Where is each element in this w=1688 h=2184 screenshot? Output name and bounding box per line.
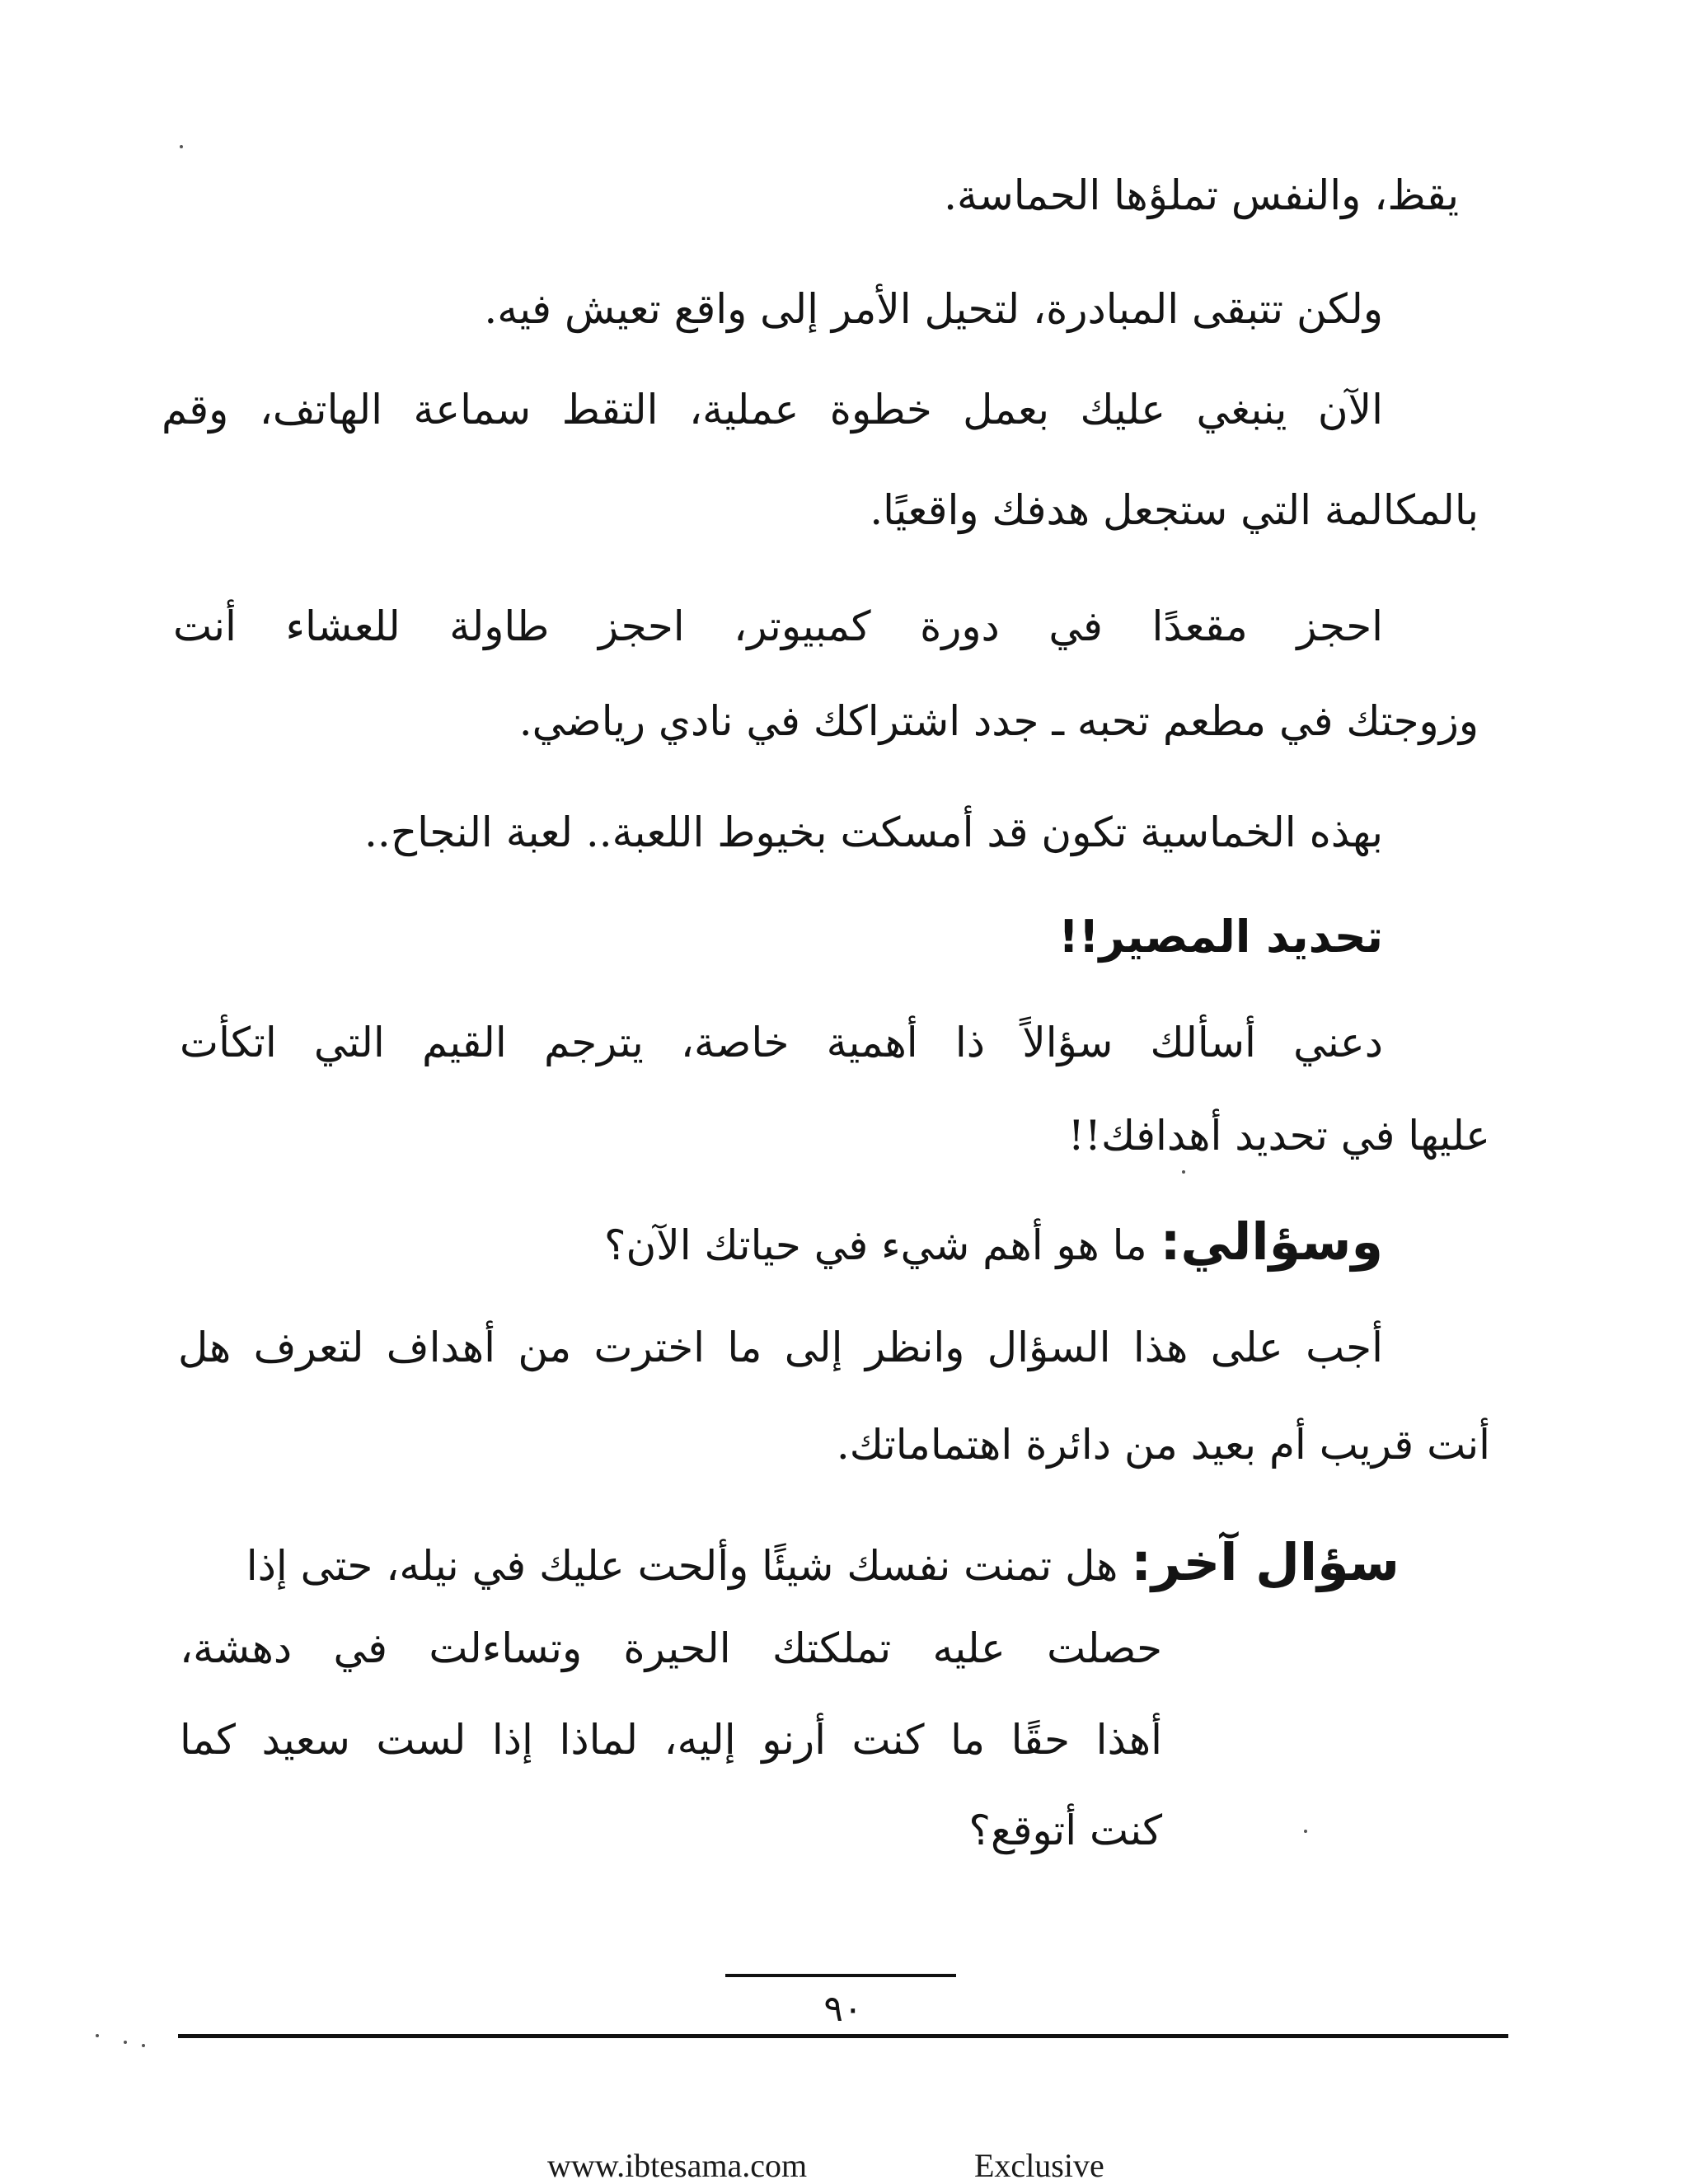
text-line: حصلت عليه تملكتك الحيرة وتساءلت في دهشة، (180, 1624, 1162, 1672)
text-line: بهذه الخماسية تكون قد أمسكت بخيوط اللعبة.. لعبة النجاح.. (364, 808, 1383, 856)
text-line: احجز مقعدًا في دورة كمبيوتر، احجز طاولة للعشاء أنت (173, 602, 1383, 650)
text-line: أهذا حقًا ما كنت أرنو إليه، لماذا إذا لست سعيد كما (180, 1716, 1162, 1764)
scan-speck (96, 2034, 99, 2037)
question-text: ما هو أهم شيء في حياتك الآن؟ (603, 1221, 1160, 1269)
scan-speck (124, 2041, 127, 2044)
section-heading: تحديد المصير!! (1058, 911, 1383, 963)
text-line: أجب على هذا السؤال وانظر إلى ما اخترت من أهداف لتعرف هل (178, 1324, 1383, 1371)
text-line: عليها في تحديد أهدافك!! (1067, 1112, 1490, 1160)
scan-speck (1304, 1830, 1307, 1833)
text-line: وزوجتك في مطعم تحبه ـ جدد اشتراكك في نادي رياضي. (518, 697, 1479, 745)
scan-speck (1182, 1170, 1185, 1174)
page-number-rule (725, 1974, 956, 1977)
footer-tag: Exclusive (974, 2147, 1104, 2184)
footer-website: www.ibtesama.com (547, 2147, 808, 2184)
question-line (603, 1212, 1383, 1272)
question-label: سؤال آخر: (1131, 1532, 1400, 1592)
text-line: كنت أتوقع؟ (968, 1807, 1162, 1854)
question-label: وسؤالي: (1160, 1212, 1383, 1272)
text-line: أنت قريب أم بعيد من دائرة اهتماماتك. (836, 1421, 1490, 1469)
question-text: هل تمنت نفسك شيئًا وألحت عليك في نيله، حتى إذا (246, 1542, 1132, 1590)
text-line: ولكن تتبقى المبادرة، لتحيل الأمر إلى واقع تعيش فيه. (484, 285, 1383, 333)
text-line: الآن ينبغي عليك بعمل خطوة عملية، التقط سماعة الهاتف، وقم (162, 386, 1383, 434)
question-line (246, 1532, 1400, 1592)
bottom-rule (178, 2034, 1508, 2038)
text-line: دعني أسألك سؤالاً ذا أهمية خاصة، يترجم القيم التي اتكأت (180, 1019, 1383, 1066)
page-number: ٩٠ (823, 1988, 863, 2030)
text-line: بالمكالمة التي ستجعل هدفك واقعيًا. (870, 486, 1479, 534)
text-line: يقظ، والنفس تملؤها الحماسة. (944, 171, 1459, 219)
scan-speck (180, 145, 183, 148)
scan-speck (142, 2044, 145, 2047)
